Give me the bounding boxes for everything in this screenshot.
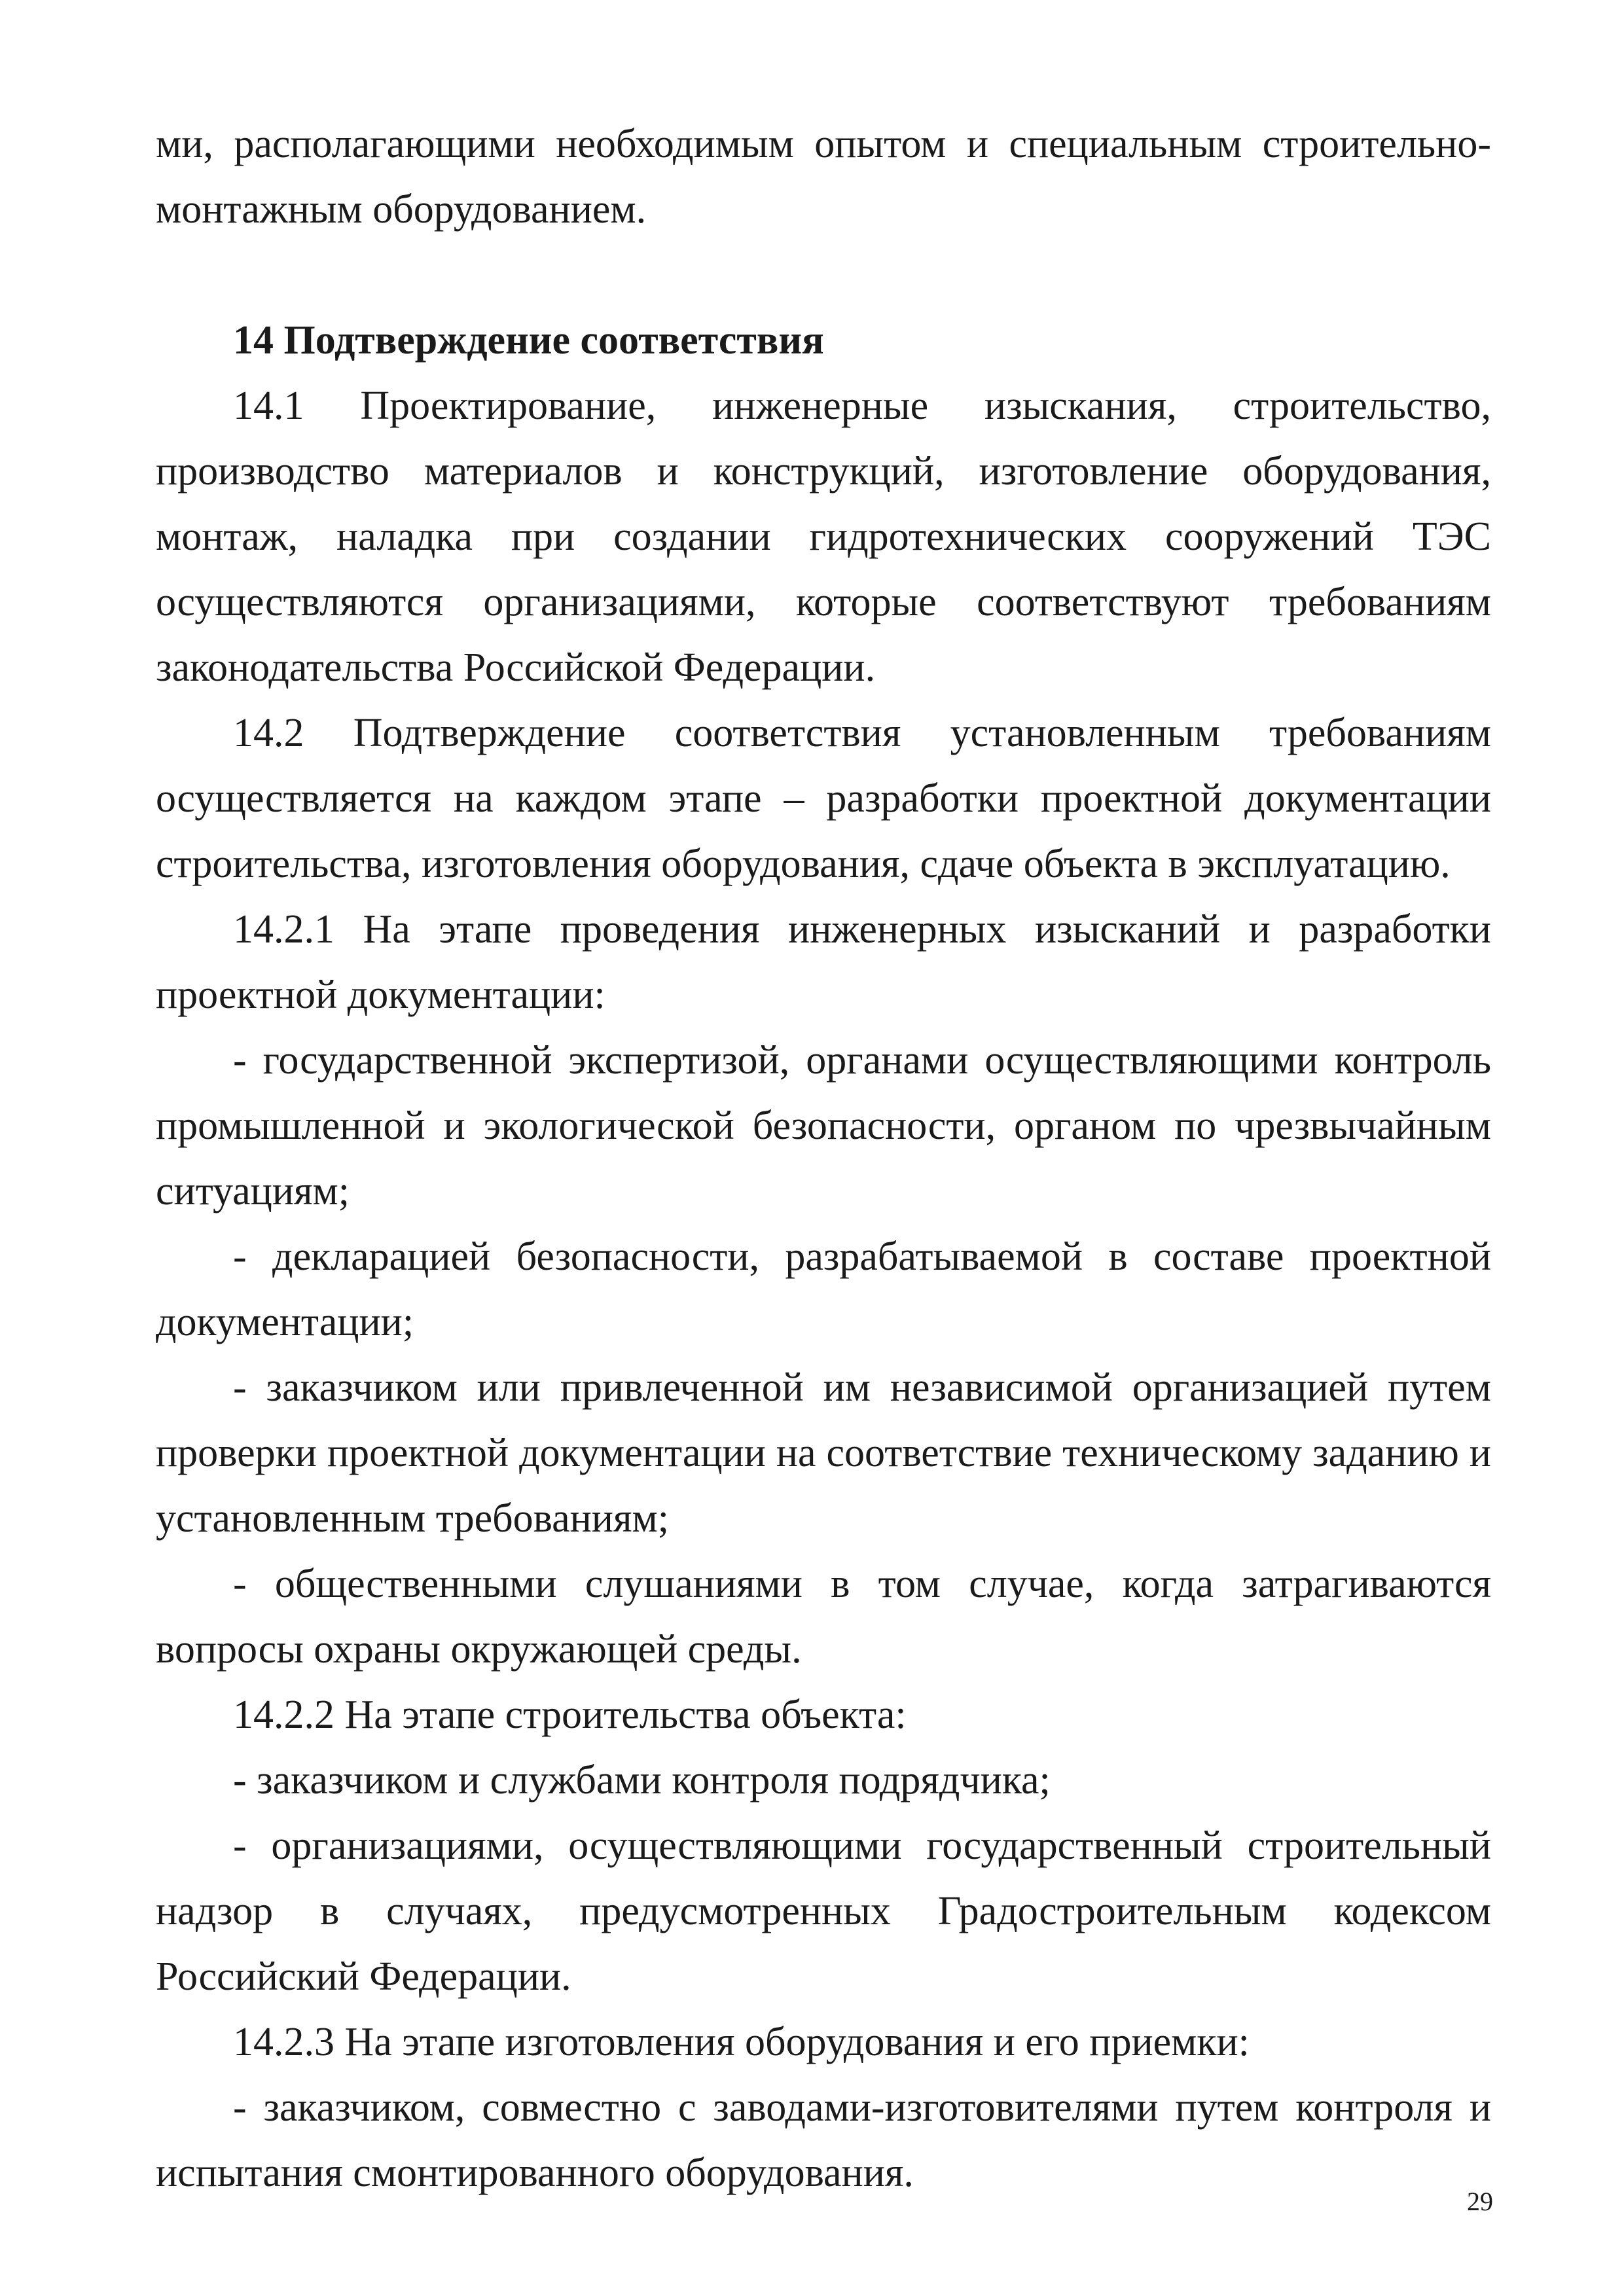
document-page [156,111,1491,2206]
paragraph-14-2-2: 14.2.2 На этапе строительства объекта: [233,1693,907,1737]
paragraph-14-2-3: 14.2.3 На этапе изготовления оборудования и его приемки: [233,2020,1250,2064]
list-item: - государственной экспертизой, органами осуществляющими контроль промышленной и экологической безопасности, органом по чрезвычайным ситуациям; [156,1038,1491,1213]
page-number: 29 [1467,2187,1493,2216]
section-heading: 14 Подтверждение соответствия [233,318,824,363]
list-item: - заказчиком, совместно с заводами-изготовителями путем контроля и испытания смонтированного оборудования. [156,2085,1491,2195]
list-item: - декларацией безопасности, разрабатываемой в составе проектной документации; [156,1234,1491,1344]
list-item: - общественными слушаниями в том случае, когда затрагиваются вопросы охраны окружающей среды. [156,1562,1491,1672]
list-item: - заказчиком и службами контроля подрядчика; [233,1758,1051,1803]
paragraph-14-2-1: 14.2.1 На этапе проведения инженерных изысканий и разработки проектной документации: [156,907,1491,1017]
paragraph-14-2: 14.2 Подтверждение соответствия установленным требованиям осуществляется на каждом этапе – разработки проектной документации строительства, изготовления оборудования, сдаче объекта в эксплуатацию. [156,711,1491,886]
intro-paragraph: ми, располагающими необходимым опытом и специальным строительно-монтажным оборудованием. [156,122,1491,232]
list-item: - организациями, осуществляющими государственный строительный надзор в случаях, предусмотренных Градостроительным кодексом Российский Федерации. [156,1823,1491,1999]
paragraph-14-1: 14.1 Проектирование, инженерные изыскания, строительство, производство материалов и конструкций, изготовление оборудования, монтаж, наладка при создании гидротехнических сооружений ТЭС осуществляются организациями, которые соответствуют требованиям законодательства Российской Федерации. [156,384,1491,690]
list-item: - заказчиком или привлеченной им независимой организацией путем проверки проектной документации на соответствие техническому заданию и установленным требованиям; [156,1365,1491,1541]
